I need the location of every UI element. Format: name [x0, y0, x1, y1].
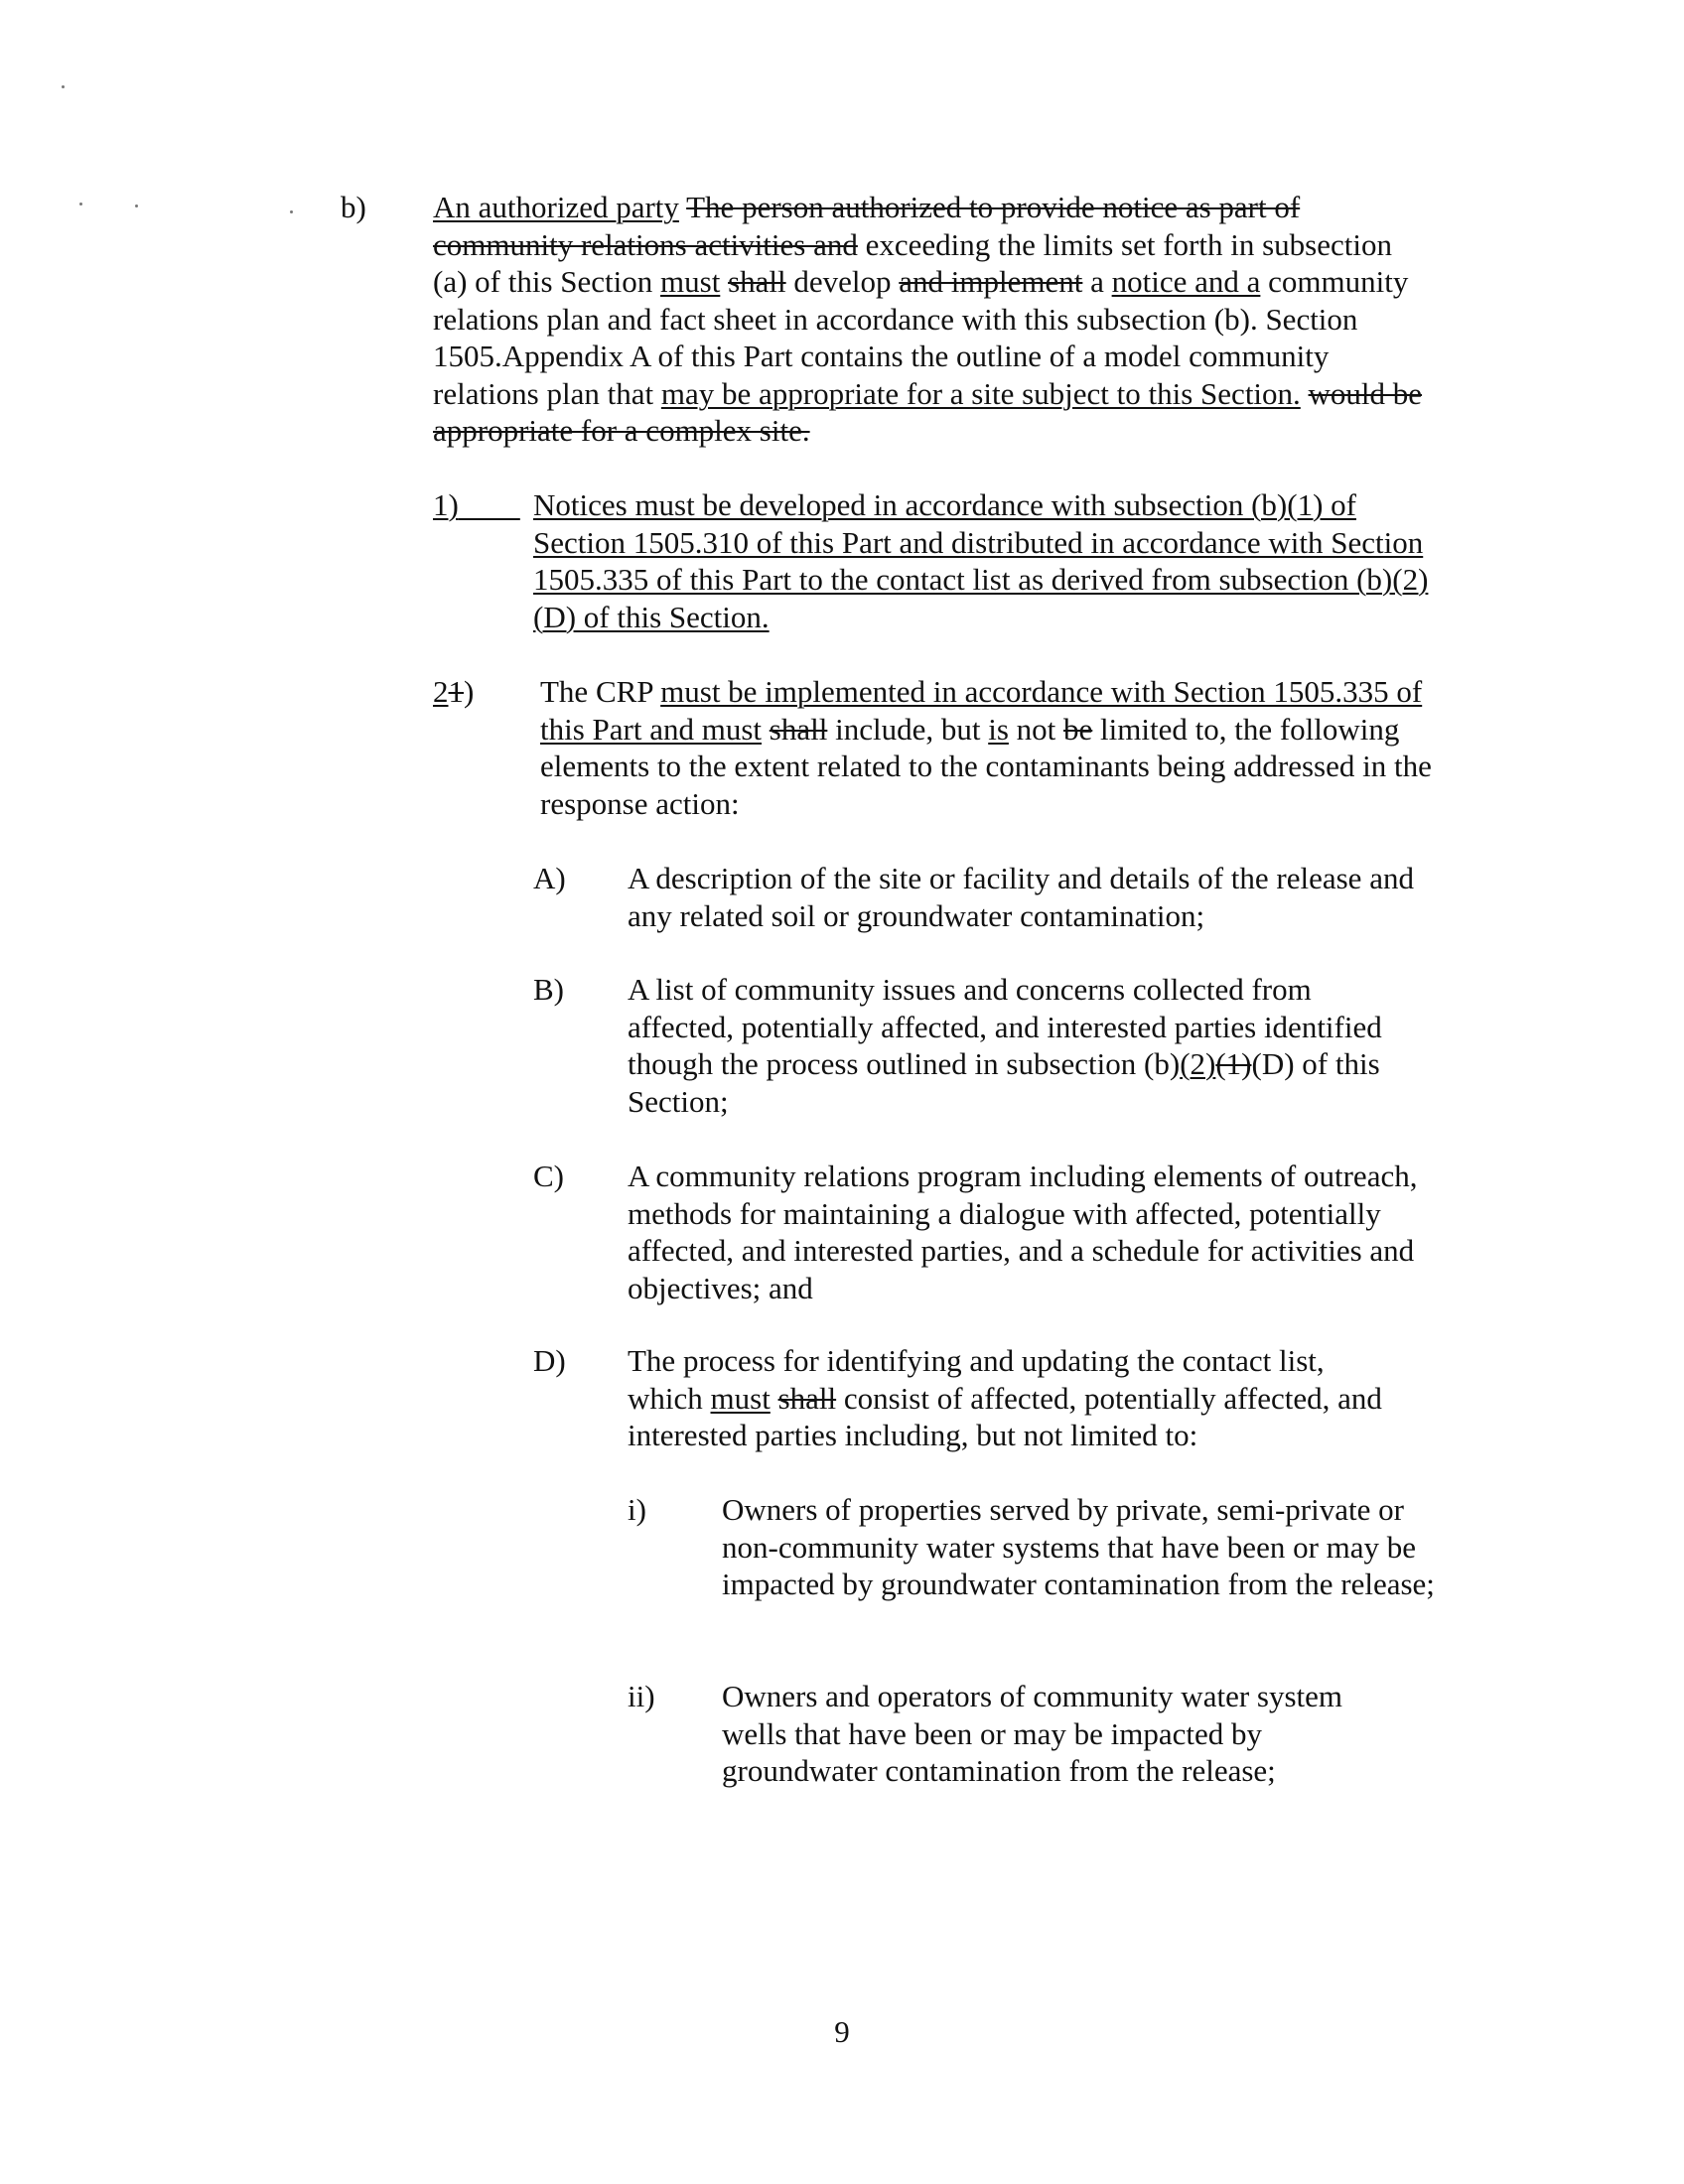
deleted-text: be [1063, 711, 1093, 747]
body-text: not [1016, 711, 1056, 747]
item-B-label: B) [533, 972, 564, 1007]
deleted-label: 1 [448, 674, 464, 709]
section-b-1-text [533, 486, 1429, 635]
body-text: exceeding the limits set forth in subsection (a) of this Section [433, 226, 1392, 299]
inserted-text: Notices must be developed in accordance with subsection (b)(1) of Section 1505.310 of this Part and distributed in accordance with Section 1505.335 of this Part to the contact list as derived from subsection (b)(2)(D) of this Section. [533, 487, 1429, 634]
body-text: consist of affected, potentially affected, and interested parties including, but not limited to: [628, 1380, 1382, 1452]
body-text: community relations plan and fact sheet in accordance with this subsection (b). Section 1505.Appendix A of this Part contains the outline of a model community relations plan that [433, 264, 1409, 411]
deleted-text: shall [769, 711, 828, 747]
inserted-text: must be implemented in accordance with Section 1505.335 of this Part and must [540, 674, 1423, 747]
section-b-1-label [433, 486, 520, 524]
item-D-label: D) [533, 1343, 566, 1378]
body-text: develop [793, 264, 892, 299]
body-text: The process for identifying and updating the contact list, which [628, 1343, 1325, 1416]
inserted-label: 2 [433, 674, 449, 709]
item-A-label: A) [533, 861, 566, 895]
tab-leader [459, 487, 520, 522]
inserted-text: An authorized party [433, 190, 679, 224]
inserted-text: may be appropriate for a site subject to this Section. [660, 375, 1301, 411]
deleted-text: would be appropriate for a complex site. [433, 375, 1423, 448]
body-text: A list of community issues and concerns collected from affected, potentially affected, and interested parties identified though the process outlined in subsection (b) [628, 972, 1382, 1081]
scan-speck [290, 210, 293, 213]
label-paren: ) [464, 674, 475, 709]
deleted-text: and implement [899, 264, 1083, 299]
item-C-text: A community relations program including elements of outreach, methods for maintaining a dialogue with affected, potentially affected, and interested parties, and a schedule for activities and objectives; and [628, 1159, 1418, 1305]
section-b-text [433, 189, 1426, 450]
scan-speck [79, 203, 82, 205]
item-i-label: i) [628, 1492, 646, 1527]
body-text: include, but [835, 711, 981, 747]
body-text: a [1090, 264, 1104, 299]
item-D-text [628, 1342, 1402, 1454]
inserted-text: is [988, 711, 1009, 747]
body-text: The CRP [540, 674, 653, 709]
item-ii-label: ii) [628, 1679, 655, 1713]
body-text: (D) of this Section; [628, 1046, 1380, 1119]
section-b-2-text [540, 673, 1434, 822]
item-B-text [628, 971, 1382, 1120]
deleted-text: (1) [1215, 1046, 1252, 1081]
item-A-text: A description of the site or facility and details of the release and any related soil or groundwater contamination; [628, 861, 1414, 933]
body-text: limited to, the following elements to the extent related to the contaminants being addressed in the response action: [540, 711, 1432, 821]
inserted-text: (2) [1180, 1046, 1216, 1081]
deleted-text: shall [728, 264, 786, 299]
inserted-text: must [710, 1380, 771, 1416]
item-ii-text: Owners and operators of community water system wells that have been or may be impacted by groundwater contamination from the release; [722, 1679, 1343, 1788]
inserted-label: 1) [433, 487, 459, 522]
deleted-text: The person authorized to provide notice as part of community relations activities and [433, 190, 1301, 262]
item-C-label: C) [533, 1159, 564, 1193]
scan-speck [62, 85, 65, 88]
inserted-text: must [660, 264, 721, 299]
scan-speck [135, 205, 138, 207]
section-b-2-label [433, 673, 474, 711]
section-b-label: b) [341, 190, 366, 224]
inserted-text: notice and a [1111, 264, 1261, 299]
deleted-text: shall [777, 1380, 837, 1416]
item-i-text: Owners of properties served by private, semi-private or non-community water systems that have been or may be impacted by groundwater contamination from the release; [722, 1492, 1435, 1601]
page-number: 9 [834, 2014, 850, 2049]
